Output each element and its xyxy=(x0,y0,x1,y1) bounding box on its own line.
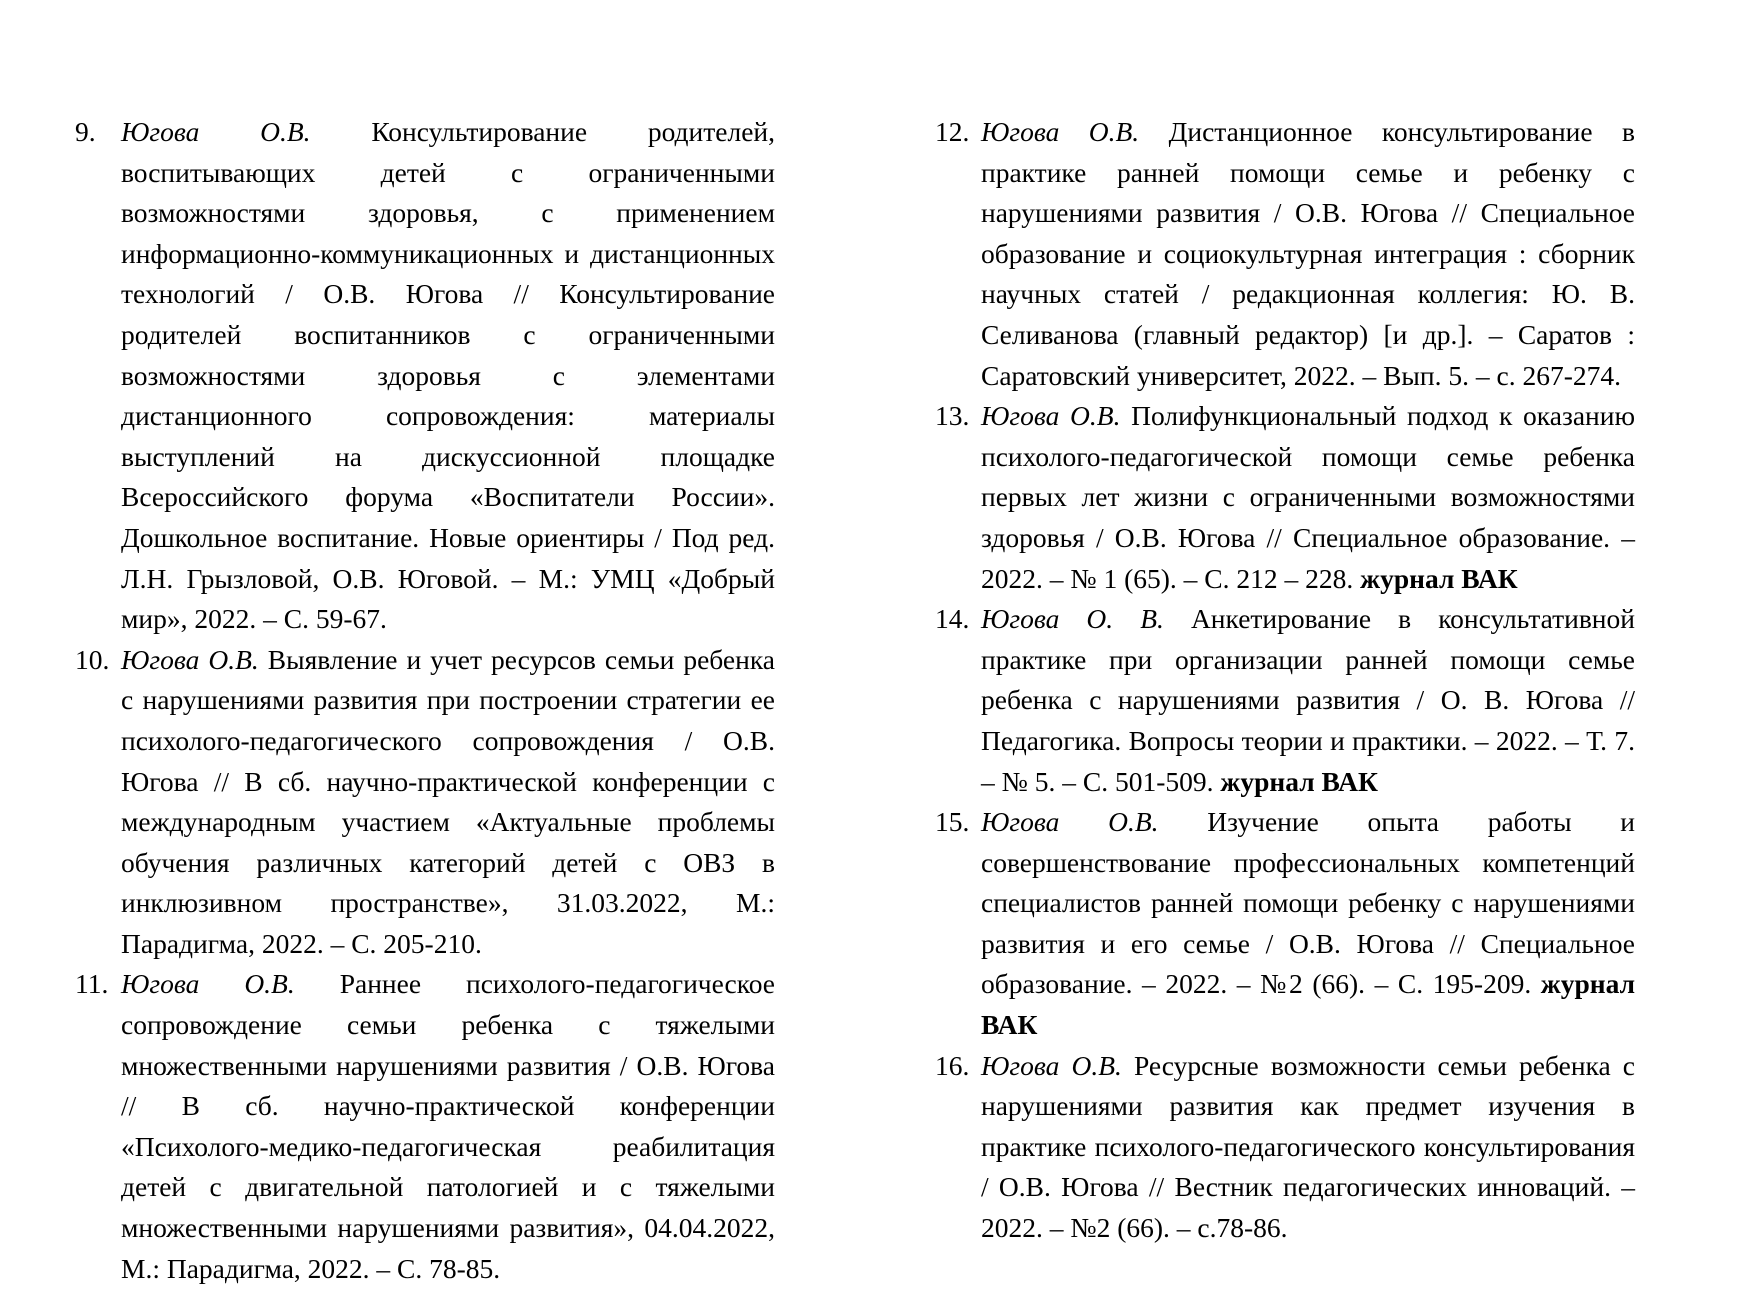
entry-text xyxy=(981,802,1635,1046)
biblio-entry-10 xyxy=(75,640,775,965)
entry-number: 11. xyxy=(75,968,109,1000)
entry-body: Раннее психолого-педагогическое сопровождение семьи ребенка с тяжелыми множественными нарушениями развития / О.В. Югова // В сб. научно-практической конференции «Психолого-медико-педагогическая реабилитация детей с двигательной патологией и с тяжелыми множественными нарушениями развития», 04.04.2022, М.: Парадигма, 2022. – С. 78-85. xyxy=(121,968,775,1284)
entry-text xyxy=(121,964,775,1289)
entry-text xyxy=(121,640,775,965)
entry-body: Полифункциональный подход к оказанию психолого-педагогической помощи семье ребенка первых лет жизни с ограниченными возможностями здоровья / О.В. Югова // Специальное образование. – 2022. – № 1 (65). – С. 212 – 228. xyxy=(981,400,1636,594)
biblio-entry-11 xyxy=(75,964,775,1289)
entry-number: 15. xyxy=(935,806,970,838)
author-name: Югова О.В. xyxy=(121,643,259,675)
biblio-entry-15 xyxy=(935,802,1635,1046)
entry-number: 13. xyxy=(935,400,970,432)
author-name: Югова О.В. xyxy=(981,400,1121,432)
biblio-entry-12 xyxy=(935,112,1635,396)
biblio-entry-13 xyxy=(935,396,1635,599)
author-name: Югова О. В. xyxy=(981,603,1164,635)
author-name: Югова О.В. xyxy=(981,1049,1122,1081)
entry-number: 9. xyxy=(75,116,96,147)
entry-number: 14. xyxy=(935,603,970,635)
vak-badge: журнал ВАК xyxy=(1220,765,1378,797)
entry-body: Изучение опыта работы и совершенствование профессиональных компетенций специалистов ранней помощи ребенку с нарушениями развития и его семье / О.В. Югова // Специальное образование. – 2022. – №2 (66). – С. 195-209. xyxy=(981,806,1635,1000)
entry-body: Выявление и учет ресурсов семьи ребенка с нарушениями развития при построении стратегии ее психолого-педагогического сопровождения / О.В. Югова // В сб. научно-практической конференции с международным участием «Актуальные проблемы обучения различных категорий детей с ОВЗ в инклюзивном пространстве», 31.03.2022, М.: Парадигма, 2022. – С. 205-210. xyxy=(121,643,775,959)
entry-text xyxy=(981,599,1635,802)
biblio-entry-16 xyxy=(935,1046,1635,1249)
author-name: Югова О.В. xyxy=(121,968,295,1000)
author-name: Югова О.В. xyxy=(981,116,1140,147)
entry-number: 16. xyxy=(935,1049,970,1081)
vak-badge: журнал ВАК xyxy=(981,968,1635,1041)
author-name: Югова О.В. xyxy=(981,806,1159,838)
two-column-layout xyxy=(75,112,1635,1289)
entry-text xyxy=(121,112,775,640)
bibliography-list-right xyxy=(935,112,1635,1249)
author-name: Югова О.В. xyxy=(121,116,311,147)
entry-number: 10. xyxy=(75,643,110,675)
entry-body: Ресурсные возможности семьи ребенка с нарушениями развития как предмет изучения в практике психолого-педагогического консультирования / О.В. Югова // Вестник педагогических инноваций. – 2022. – №2 (66). – с.78-86. xyxy=(981,1049,1635,1244)
right-column xyxy=(935,112,1635,1249)
biblio-entry-14 xyxy=(935,599,1635,802)
biblio-entry-9 xyxy=(75,112,775,640)
entry-number: 12. xyxy=(935,116,970,147)
vak-badge: журнал ВАК xyxy=(1360,562,1518,594)
entry-text xyxy=(981,396,1635,599)
entry-body: Дистанционное консультирование в практике ранней помощи семье и ребенку с нарушениями развития / О.В. Югова // Специальное образование и социокультурная интеграция : сборник научных статей / редакционная коллегия: Ю. В. Селиванова (главный редактор) [и др.]. – Саратов : Саратовский университет, 2022. – Вып. 5. – с. 267-274. xyxy=(981,116,1635,391)
bibliography-list-left xyxy=(75,112,775,1289)
left-column xyxy=(75,112,775,1289)
entry-text xyxy=(981,112,1635,396)
entry-text xyxy=(981,1046,1635,1249)
entry-body: Консультирование родителей, воспитывающих детей с ограниченными возможностями здоровья, с применением информационно-коммуникационных и дистанционных технологий / О.В. Югова // Консультирование родителей воспитанников с ограниченными возможностями здоровья с элементами дистанционного сопровождения: материалы выступлений на дискуссионной площадке Всероссийского форума «Воспитатели России». Дошкольное воспитание. Новые ориентиры / Под ред. Л.Н. Грызловой, О.В. Юговой. – М.: УМЦ «Добрый мир», 2022. – С. 59-67. xyxy=(121,116,775,635)
entry-body: Анкетирование в консультативной практике при организации ранней помощи семье ребенка с нарушениями развития / О. В. Югова // Педагогика. Вопросы теории и практики. – 2022. – Т. 7. – № 5. – С. 501-509. xyxy=(981,603,1635,797)
